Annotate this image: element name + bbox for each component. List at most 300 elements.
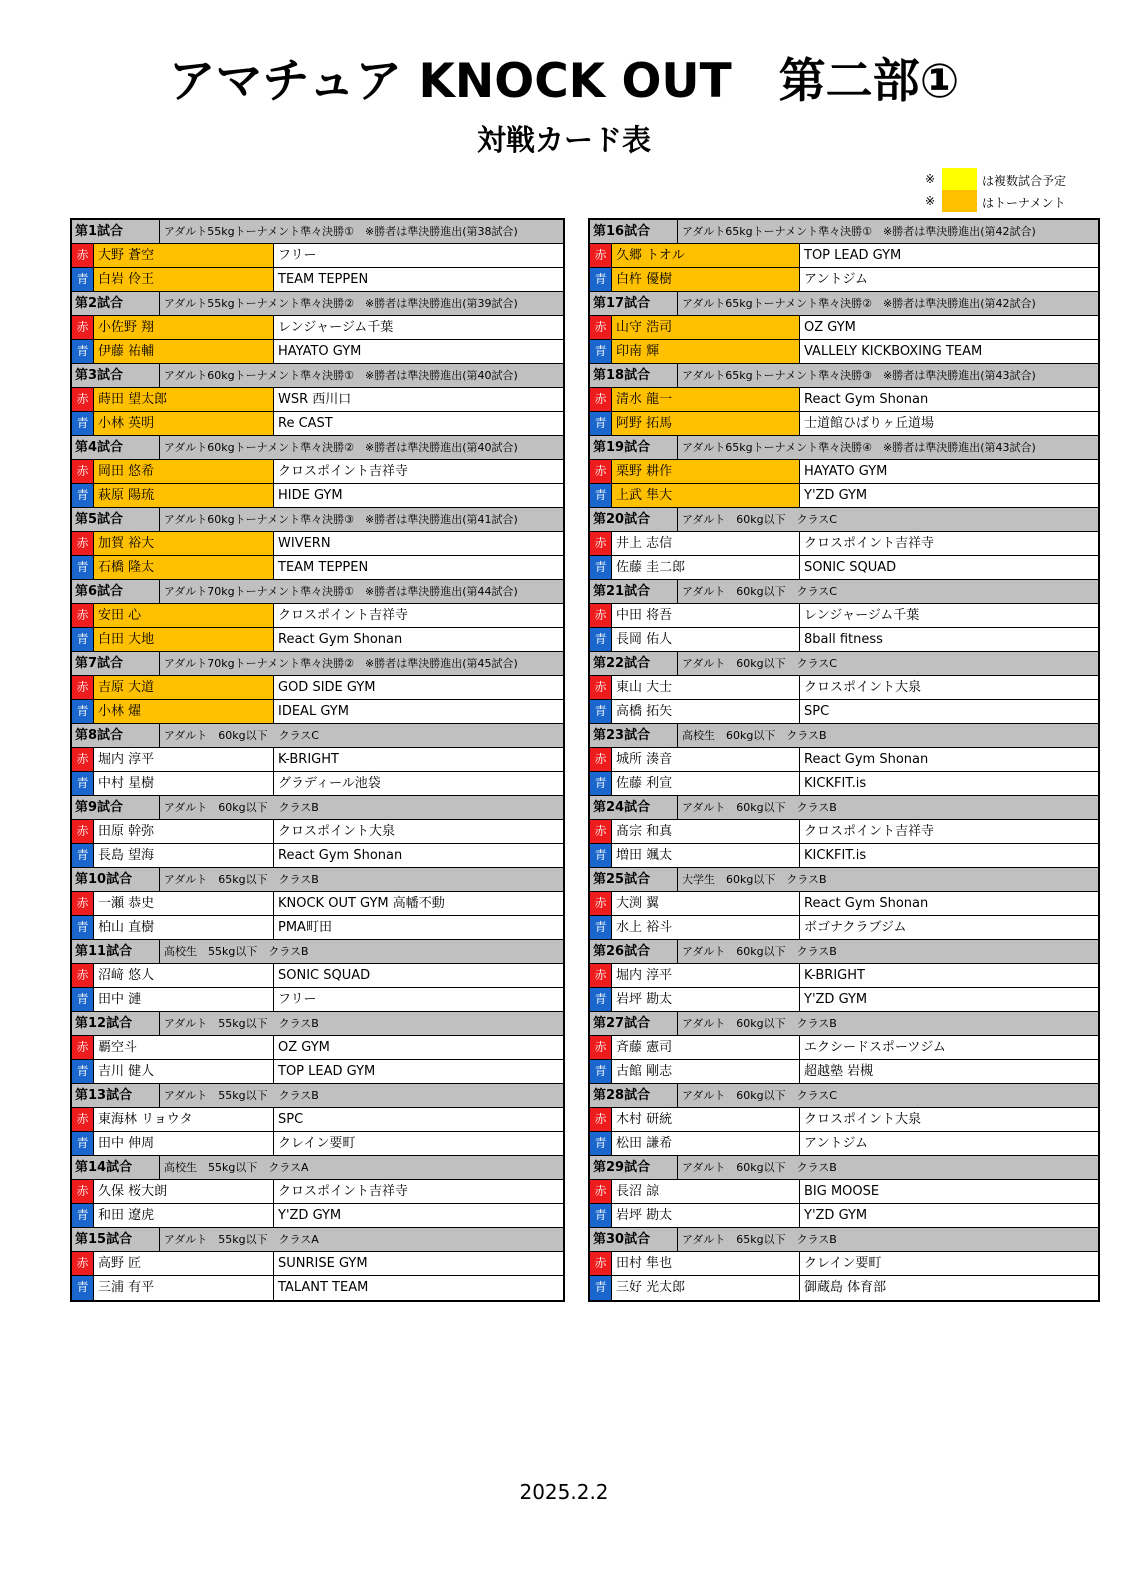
bout-category: アダルト 65kg以下 クラスB [682, 1233, 837, 1246]
legend-orange-swatch [942, 190, 977, 212]
corner-blue-badge: 青 [72, 340, 94, 363]
bout-number: 第28試合 [590, 1084, 678, 1107]
fighter-name: 三浦 有平 [94, 1276, 274, 1300]
corner-blue-badge: 青 [72, 1060, 94, 1083]
corner-blue-badge: 青 [590, 484, 612, 507]
bout-category: 高校生 60kg以下 クラスB [682, 729, 827, 742]
fighter-gym: HAYATO GYM [804, 464, 888, 479]
bout-header [72, 436, 563, 460]
fighter-row-red [72, 676, 563, 700]
corner-red-badge: 赤 [590, 964, 612, 987]
fighter-gym: フリー [278, 248, 317, 263]
bout-category: アダルト55kgトーナメント準々決勝② ※勝者は準決勝進出(第39試合) [164, 297, 518, 310]
fighter-row-blue [590, 844, 1098, 868]
bout-number: 第23試合 [590, 724, 678, 747]
fighter-gym: OZ GYM [278, 1040, 330, 1055]
fighter-row-blue [590, 1276, 1098, 1300]
fighter-row-blue [590, 1132, 1098, 1156]
bout-category: アダルト65kgトーナメント準々決勝③ ※勝者は準決勝進出(第43試合) [682, 369, 1036, 382]
fighter-name: 萩原 陽琉 [94, 484, 274, 507]
corner-blue-badge: 青 [72, 628, 94, 651]
fighter-row-blue [72, 988, 563, 1012]
bout-category: アダルト 60kg以下 クラスB [682, 1161, 837, 1174]
bout-number: 第2試合 [72, 292, 160, 315]
bout-block [72, 724, 563, 796]
fighter-gym: React Gym Shonan [278, 632, 403, 647]
bout-header [72, 1012, 563, 1036]
fighter-gym: IDEAL GYM [278, 704, 349, 719]
corner-red-badge: 赤 [590, 244, 612, 267]
fighter-name: 一瀬 恭史 [94, 892, 274, 915]
fighter-row-blue [72, 844, 563, 868]
fighter-row-red [72, 244, 563, 268]
bout-block [590, 364, 1098, 436]
corner-red-badge: 赤 [72, 1036, 94, 1059]
bout-header [590, 436, 1098, 460]
fighter-gym: クロスポイント大泉 [804, 1112, 922, 1127]
fighter-row-red [72, 460, 563, 484]
fighter-name: 沼﨑 悠人 [94, 964, 274, 987]
fighter-name: 白杵 優樹 [612, 268, 800, 291]
fighter-name: 堀内 淳平 [94, 748, 274, 771]
fighter-row-blue [590, 484, 1098, 508]
fighter-gym: BIG MOOSE [804, 1184, 880, 1199]
legend-text: はトーナメント [982, 196, 1066, 210]
bout-number: 第3試合 [72, 364, 160, 387]
fighter-row-blue [72, 1060, 563, 1084]
fighter-gym: WIVERN [278, 536, 331, 551]
bout-number: 第25試合 [590, 868, 678, 891]
corner-blue-badge: 青 [72, 772, 94, 795]
fighter-gym: KICKFIT.is [804, 776, 867, 791]
bout-block [72, 364, 563, 436]
fighter-name: 白田 大地 [94, 628, 274, 651]
bout-block [590, 652, 1098, 724]
fighter-name: 古館 剛志 [612, 1060, 800, 1083]
fighter-name: 中村 星樹 [94, 772, 274, 795]
corner-blue-badge: 青 [72, 988, 94, 1011]
legend-note-mark: ※ [925, 194, 936, 208]
fighter-row-blue [72, 1204, 563, 1228]
fighter-name: 蒔田 望太郎 [94, 388, 274, 411]
bout-category: アダルト65kgトーナメント準々決勝② ※勝者は準決勝進出(第42試合) [682, 297, 1036, 310]
fighter-gym: GOD SIDE GYM [278, 680, 376, 695]
fighter-name: 東山 大士 [612, 676, 800, 699]
fighter-name: 長岡 佑人 [612, 628, 800, 651]
bout-number: 第22試合 [590, 652, 678, 675]
bout-number: 第17試合 [590, 292, 678, 315]
fighter-gym: クロスポイント吉祥寺 [278, 1184, 409, 1199]
bout-block [72, 508, 563, 580]
corner-red-badge: 赤 [72, 820, 94, 843]
corner-blue-badge: 青 [72, 268, 94, 291]
bout-number: 第26試合 [590, 940, 678, 963]
bout-number: 第5試合 [72, 508, 160, 531]
fighter-name: 斉藤 憲司 [612, 1036, 800, 1059]
bout-block [590, 220, 1098, 292]
fighter-row-red [72, 1252, 563, 1276]
bout-header [72, 1156, 563, 1180]
bout-header [72, 508, 563, 532]
bout-header [72, 724, 563, 748]
corner-red-badge: 赤 [590, 316, 612, 339]
bout-table-left [70, 218, 565, 1302]
corner-blue-badge: 青 [590, 772, 612, 795]
bout-block [590, 724, 1098, 796]
fighter-gym: SUNRISE GYM [278, 1256, 368, 1271]
corner-red-badge: 赤 [72, 244, 94, 267]
bout-block [72, 1156, 563, 1228]
fighter-row-red [590, 676, 1098, 700]
fighter-gym: レンジャージム千葉 [278, 320, 394, 335]
bout-category: アダルト60kgトーナメント準々決勝① ※勝者は準決勝進出(第40試合) [164, 369, 518, 382]
bout-block [72, 580, 563, 652]
fighter-gym: クロスポイント吉祥寺 [804, 536, 935, 551]
corner-blue-badge: 青 [590, 1132, 612, 1155]
corner-blue-badge: 青 [590, 700, 612, 723]
fighter-row-red [590, 460, 1098, 484]
fighter-row-red [72, 964, 563, 988]
fighter-name: 佐藤 圭二郎 [612, 556, 800, 579]
corner-red-badge: 赤 [72, 604, 94, 627]
bout-header [72, 292, 563, 316]
fighter-gym: KNOCK OUT GYM 高幡不動 [278, 896, 445, 911]
bout-category: 大学生 60kg以下 クラスB [682, 873, 827, 886]
bout-table-right [588, 218, 1100, 1302]
fighter-row-red [590, 1252, 1098, 1276]
bout-number: 第16試合 [590, 220, 678, 243]
corner-red-badge: 赤 [590, 388, 612, 411]
bout-category: アダルト 60kg以下 クラスB [682, 945, 837, 958]
fighter-name: 小佐野 翔 [94, 316, 274, 339]
corner-blue-badge: 青 [72, 1132, 94, 1155]
bout-block [72, 1084, 563, 1156]
footer-date: 2025.2.2 [519, 1480, 609, 1504]
bout-number: 第20試合 [590, 508, 678, 531]
fighter-gym: TEAM TEPPEN [278, 272, 369, 287]
fighter-name: 加賀 裕大 [94, 532, 274, 555]
bout-header [590, 940, 1098, 964]
bout-block [72, 1012, 563, 1084]
fighter-row-red [72, 892, 563, 916]
corner-red-badge: 赤 [590, 1252, 612, 1275]
bout-number: 第19試合 [590, 436, 678, 459]
fighter-gym: TOP LEAD GYM [804, 248, 902, 263]
fighter-gym: クロスポイント吉祥寺 [278, 608, 409, 623]
fighter-name: 髙宗 和真 [612, 820, 800, 843]
fighter-row-blue [72, 1132, 563, 1156]
fighter-gym: クロスポイント吉祥寺 [804, 824, 935, 839]
bout-number: 第21試合 [590, 580, 678, 603]
fighter-name: 小林 燿 [94, 700, 274, 723]
bout-number: 第6試合 [72, 580, 160, 603]
bout-number: 第27試合 [590, 1012, 678, 1035]
bout-header [590, 1084, 1098, 1108]
corner-red-badge: 赤 [590, 676, 612, 699]
bout-category: 高校生 55kg以下 クラスA [164, 1161, 309, 1174]
fighter-name: 田村 隼也 [612, 1252, 800, 1275]
fighter-gym: 超越塾 岩槻 [804, 1064, 874, 1079]
bout-category: アダルト 55kg以下 クラスA [164, 1233, 319, 1246]
bout-header [72, 1084, 563, 1108]
fighter-row-red [72, 604, 563, 628]
bout-block [72, 940, 563, 1012]
corner-red-badge: 赤 [72, 892, 94, 915]
fighter-name: 佐藤 利宣 [612, 772, 800, 795]
bout-header [590, 292, 1098, 316]
bout-header [72, 868, 563, 892]
fighter-name: 田中 伸周 [94, 1132, 274, 1155]
corner-blue-badge: 青 [590, 340, 612, 363]
fighter-name: 白岩 伶王 [94, 268, 274, 291]
fighter-row-blue [72, 340, 563, 364]
corner-red-badge: 赤 [72, 676, 94, 699]
bout-number: 第7試合 [72, 652, 160, 675]
fighter-gym: 御蔵島 体育部 [804, 1280, 887, 1295]
bout-category: アダルト 60kg以下 クラスB [682, 1017, 837, 1030]
bout-number: 第30試合 [590, 1228, 678, 1251]
fighter-row-blue [590, 268, 1098, 292]
bout-header [72, 580, 563, 604]
fighter-row-red [590, 1108, 1098, 1132]
bout-header [590, 1156, 1098, 1180]
fighter-gym: K-BRIGHT [278, 752, 339, 767]
fighter-name: 安田 心 [94, 604, 274, 627]
fighter-row-red [72, 748, 563, 772]
fighter-row-red [590, 748, 1098, 772]
fighter-row-blue [590, 340, 1098, 364]
corner-red-badge: 赤 [590, 820, 612, 843]
corner-red-badge: 赤 [590, 604, 612, 627]
bout-number: 第29試合 [590, 1156, 678, 1179]
fighter-gym: WSR 西川口 [278, 392, 352, 407]
fighter-name: 岡田 悠希 [94, 460, 274, 483]
fighter-row-red [590, 316, 1098, 340]
corner-red-badge: 赤 [590, 892, 612, 915]
bout-block [72, 436, 563, 508]
fighter-row-red [590, 820, 1098, 844]
fighter-gym: K-BRIGHT [804, 968, 865, 983]
bout-header [590, 220, 1098, 244]
fighter-gym: TEAM TEPPEN [278, 560, 369, 575]
fighter-row-blue [590, 556, 1098, 580]
bout-block [590, 1012, 1098, 1084]
fighter-row-red [590, 604, 1098, 628]
fighter-name: 大渕 翼 [612, 892, 800, 915]
bout-category: アダルト70kgトーナメント準々決勝① ※勝者は準決勝進出(第44試合) [164, 585, 518, 598]
fighter-row-red [72, 1180, 563, 1204]
bout-category: アダルト55kgトーナメント準々決勝① ※勝者は準決勝進出(第38試合) [164, 225, 518, 238]
bout-header [72, 1228, 563, 1252]
bout-category: アダルト65kgトーナメント準々決勝① ※勝者は準決勝進出(第42試合) [682, 225, 1036, 238]
corner-red-badge: 赤 [72, 1108, 94, 1131]
bout-block [590, 580, 1098, 652]
bout-header [590, 724, 1098, 748]
fighter-gym: SPC [804, 704, 830, 719]
bout-block [72, 292, 563, 364]
fighter-name: 山守 浩司 [612, 316, 800, 339]
fighter-gym: ボゴナクラブジム [804, 920, 907, 935]
corner-red-badge: 赤 [72, 748, 94, 771]
fighter-name: 高野 匠 [94, 1252, 274, 1275]
fighter-name: 堀内 淳平 [612, 964, 800, 987]
corner-blue-badge: 青 [590, 268, 612, 291]
fighter-row-blue [590, 1204, 1098, 1228]
fighter-row-red [590, 244, 1098, 268]
bout-block [590, 292, 1098, 364]
fighter-gym: クロスポイント大泉 [278, 824, 396, 839]
fighter-name: 吉川 健人 [94, 1060, 274, 1083]
corner-red-badge: 赤 [72, 532, 94, 555]
fighter-gym: アントジム [804, 1136, 868, 1151]
fighter-row-blue [72, 1276, 563, 1300]
bout-category: アダルト 55kg以下 クラスB [164, 1089, 319, 1102]
fighter-name: 長沼 諒 [612, 1180, 800, 1203]
corner-blue-badge: 青 [590, 556, 612, 579]
bout-number: 第1試合 [72, 220, 160, 243]
bout-category: アダルト60kgトーナメント準々決勝③ ※勝者は準決勝進出(第41試合) [164, 513, 518, 526]
fighter-gym: クロスポイント吉祥寺 [278, 464, 409, 479]
corner-blue-badge: 青 [590, 1060, 612, 1083]
fighter-gym: Y'ZD GYM [278, 1208, 342, 1223]
fighter-gym: Y'ZD GYM [804, 1208, 868, 1223]
bout-category: アダルト 60kg以下 クラスC [682, 585, 837, 598]
fighter-row-red [72, 316, 563, 340]
fighter-name: 田原 幹弥 [94, 820, 274, 843]
bout-category: アダルト 60kg以下 クラスB [164, 801, 319, 814]
fighter-row-red [590, 532, 1098, 556]
corner-blue-badge: 青 [590, 1204, 612, 1227]
fighter-name: 高橋 拓矢 [612, 700, 800, 723]
fighter-name: 岩坪 勘太 [612, 988, 800, 1011]
fighter-row-blue [72, 700, 563, 724]
fighter-row-blue [72, 772, 563, 796]
fighter-name: 城所 湊音 [612, 748, 800, 771]
bout-header [590, 508, 1098, 532]
fighter-row-blue [72, 916, 563, 940]
fighter-name: 覇空斗 [94, 1036, 274, 1059]
bout-header [72, 940, 563, 964]
corner-blue-badge: 青 [590, 628, 612, 651]
bout-number: 第11試合 [72, 940, 160, 963]
fighter-row-blue [590, 700, 1098, 724]
fighter-name: 松田 謙希 [612, 1132, 800, 1155]
corner-red-badge: 赤 [590, 748, 612, 771]
bout-number: 第15試合 [72, 1228, 160, 1251]
fighter-gym: OZ GYM [804, 320, 856, 335]
bout-category: アダルト 60kg以下 クラスC [682, 657, 837, 670]
fighter-gym: クレイン要町 [278, 1136, 356, 1151]
corner-blue-badge: 青 [72, 844, 94, 867]
corner-blue-badge: 青 [72, 556, 94, 579]
fighter-gym: クレイン要町 [804, 1256, 882, 1271]
legend-yellow-swatch [942, 168, 977, 190]
corner-blue-badge: 青 [590, 988, 612, 1011]
fighter-name: 小林 英明 [94, 412, 274, 435]
fighter-row-blue [590, 916, 1098, 940]
corner-red-badge: 赤 [590, 1108, 612, 1131]
fighter-row-blue [72, 484, 563, 508]
bout-number: 第10試合 [72, 868, 160, 891]
bout-category: アダルト 60kg以下 クラスB [682, 801, 837, 814]
corner-red-badge: 赤 [72, 1180, 94, 1203]
page-title: アマチュア KNOCK OUT 第二部① [168, 54, 960, 109]
fighter-name: 増田 颯太 [612, 844, 800, 867]
legend-text: は複数試合予定 [982, 174, 1067, 188]
fighter-gym: HIDE GYM [278, 488, 343, 503]
fighter-gym: 8ball fitness [804, 632, 883, 647]
bout-block [590, 796, 1098, 868]
fighter-row-red [590, 1036, 1098, 1060]
fighter-name: 三好 光太郎 [612, 1276, 800, 1300]
fighter-name: 岩坪 勘太 [612, 1204, 800, 1227]
fighter-gym: グラディール池袋 [278, 776, 381, 791]
legend-note-mark: ※ [925, 172, 936, 186]
fighter-gym: フリー [278, 992, 317, 1007]
fighter-name: 井上 志信 [612, 532, 800, 555]
fighter-gym: SONIC SQUAD [804, 560, 897, 575]
corner-red-badge: 赤 [590, 460, 612, 483]
fighter-gym: アントジム [804, 272, 868, 287]
fighter-gym: SONIC SQUAD [278, 968, 371, 983]
fighter-name: 木村 研統 [612, 1108, 800, 1131]
bout-header [72, 796, 563, 820]
fighter-gym: TALANT TEAM [278, 1280, 369, 1295]
bout-block [590, 1156, 1098, 1228]
fighter-name: 久郷 トオル [612, 244, 800, 267]
corner-red-badge: 赤 [72, 316, 94, 339]
bout-header [590, 364, 1098, 388]
bout-category: アダルト65kgトーナメント準々決勝④ ※勝者は準決勝進出(第43試合) [682, 441, 1036, 454]
fighter-gym: Y'ZD GYM [804, 992, 868, 1007]
fighter-gym: TOP LEAD GYM [278, 1064, 376, 1079]
fighter-gym: HAYATO GYM [278, 344, 362, 359]
corner-red-badge: 赤 [590, 1036, 612, 1059]
fighter-name: 長島 望海 [94, 844, 274, 867]
corner-blue-badge: 青 [72, 916, 94, 939]
bout-header [590, 1228, 1098, 1252]
bout-header [72, 364, 563, 388]
bout-header [72, 220, 563, 244]
fighter-row-red [72, 1036, 563, 1060]
bout-category: アダルト60kgトーナメント準々決勝② ※勝者は準決勝進出(第40試合) [164, 441, 518, 454]
corner-blue-badge: 青 [72, 412, 94, 435]
fighter-name: 清水 龍一 [612, 388, 800, 411]
corner-red-badge: 赤 [72, 1252, 94, 1275]
corner-blue-badge: 青 [72, 484, 94, 507]
bout-category: アダルト 60kg以下 クラスC [164, 729, 319, 742]
fighter-gym: 士道館ひばりヶ丘道場 [804, 416, 935, 431]
fighter-row-blue [72, 628, 563, 652]
corner-red-badge: 赤 [72, 460, 94, 483]
bout-category: アダルト 60kg以下 クラスC [682, 1089, 837, 1102]
fighter-name: 大野 蒼空 [94, 244, 274, 267]
fighter-row-blue [590, 772, 1098, 796]
bout-number: 第4試合 [72, 436, 160, 459]
bout-header [590, 580, 1098, 604]
fighter-row-red [72, 532, 563, 556]
bout-category: アダルト 55kg以下 クラスB [164, 1017, 319, 1030]
bout-header [590, 652, 1098, 676]
fighter-gym: エクシードスポーツジム [804, 1040, 946, 1055]
bout-block [72, 1228, 563, 1300]
bout-number: 第9試合 [72, 796, 160, 819]
fighter-name: 石橋 隆太 [94, 556, 274, 579]
fighter-name: 上武 隼大 [612, 484, 800, 507]
bout-header [590, 1012, 1098, 1036]
corner-red-badge: 赤 [72, 964, 94, 987]
corner-blue-badge: 青 [72, 700, 94, 723]
